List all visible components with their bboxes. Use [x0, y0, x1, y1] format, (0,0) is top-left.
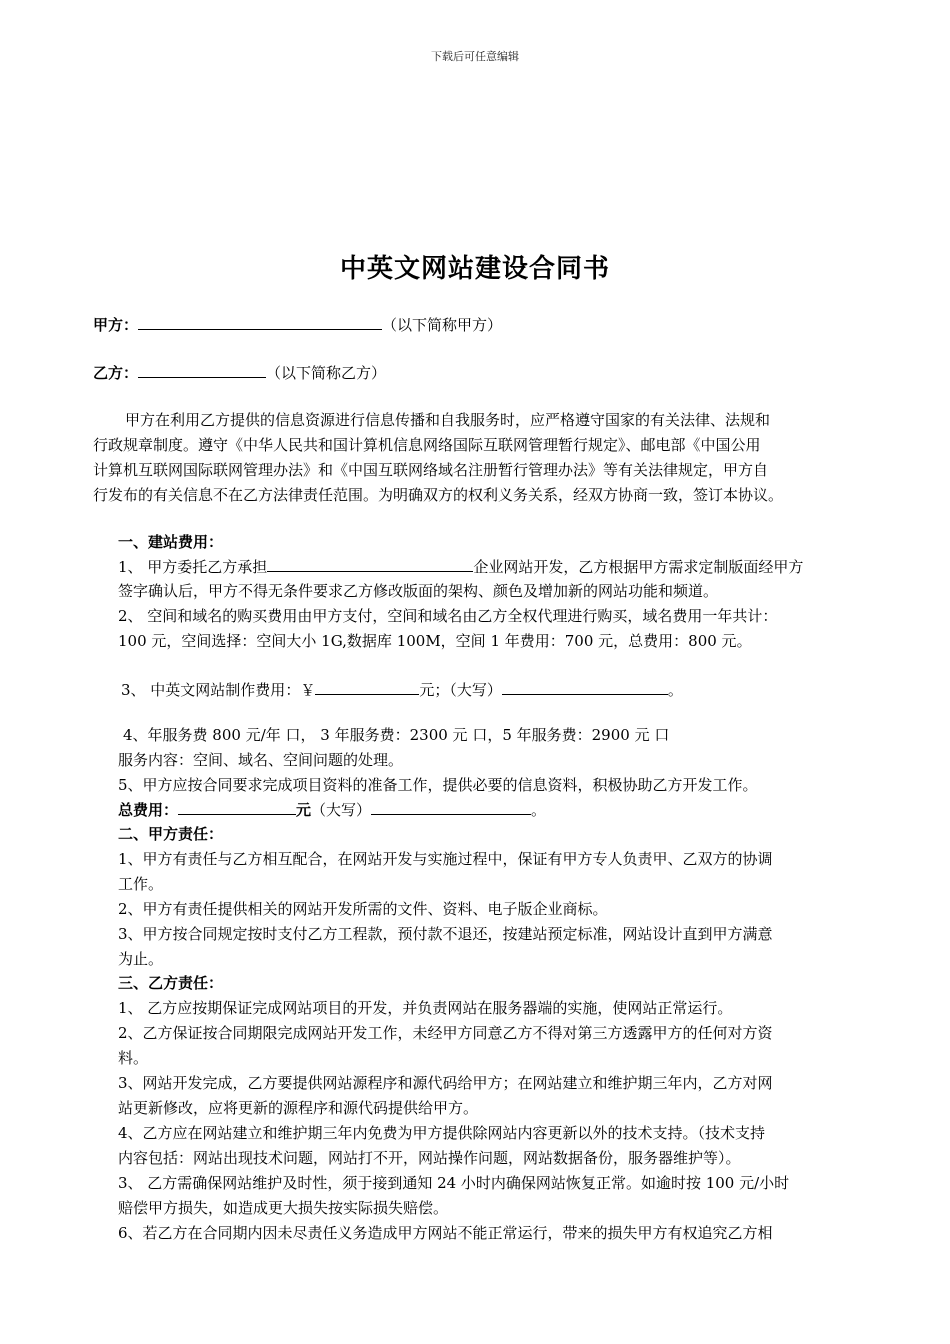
s1-item3-text-c: 。: [667, 681, 683, 699]
s1-item1-line2: 签字确认后，甲方不得无条件要求乙方修改版面的架构、颜色及增加新的网站功能和频道。: [118, 582, 719, 600]
party-b-blank[interactable]: [138, 361, 266, 378]
total-fee-blank[interactable]: [178, 798, 296, 815]
s2-line-4: 3、甲方按合同规定按时支付乙方工程款，预付款不退还，按建站预定标准，网站设计直到甲方满意: [118, 925, 773, 943]
s1-service-line: 服务内容：空间、域名、空间问题的处理。: [118, 751, 404, 769]
party-b-line: [93, 361, 386, 384]
s1-item4-line: 4、年服务费 800 元/年 口， 3 年服务费：2300 元 口，5 年服务费：2900 元 口: [123, 726, 670, 744]
intro-line-3: 计算机互联网国际联网管理办法》和《中国互联网络域名注册暂行管理办法》等有关法律规定，甲方自: [93, 461, 769, 479]
section3-heading: 三、乙方责任：: [118, 974, 224, 992]
s1-item2-line1: 2、 空间和域名的购买费用由甲方支付，空间和域名由乙方全权代理进行购买，域名费用一年共计：: [118, 607, 778, 625]
party-a-label: 甲方：: [93, 316, 139, 334]
total-fee-label: 总费用：: [118, 801, 179, 819]
party-a-line: [93, 313, 502, 336]
s3-line-5: 站更新修改，应将更新的源程序和源代码提供给甲方。: [118, 1099, 479, 1117]
s2-line-5: 为止。: [118, 950, 164, 968]
total-fee-words-label: （大写）: [311, 801, 372, 819]
fee-amount-blank[interactable]: [315, 678, 419, 695]
section2-heading: 二、甲方责任：: [118, 825, 224, 843]
s2-line-3: 2、甲方有责任提供相关的网站开发所需的文件、资料、电子版企业商标。: [118, 900, 608, 918]
section1-heading: 一、建站费用：: [118, 533, 224, 551]
total-fee-line: [118, 798, 546, 821]
s1-item5-line: 5、甲方应按合同要求完成项目资料的准备工作，提供必要的信息资料，积极协助乙方开发工作。: [118, 776, 758, 794]
s1-item1-text-b: 企业网站开发，乙方根据甲方需求定制版面经甲方: [473, 558, 804, 576]
total-fee-unit: 元: [296, 801, 312, 819]
page-header: 下载后可任意编辑: [431, 50, 519, 63]
s2-line-2: 工作。: [118, 875, 164, 893]
party-a-note: （以下简称甲方）: [382, 316, 503, 334]
party-b-label: 乙方：: [93, 364, 139, 382]
document-title: 中英文网站建设合同书: [339, 254, 610, 284]
s3-line-9: 赔偿甲方损失，如造成更大损失按实际损失赔偿。: [118, 1199, 449, 1217]
s3-line-3: 料。: [118, 1049, 149, 1067]
s1-item1-text-a: 1、 甲方委托乙方承担: [118, 558, 268, 576]
party-b-note: （以下简称乙方）: [266, 364, 387, 382]
s1-item3-text-b: 元；（大写）: [419, 681, 502, 699]
s3-line-4: 3、网站开发完成，乙方要提供网站源程序和源代码给甲方；在网站建立和维护期三年内，乙方对网: [118, 1074, 773, 1092]
total-fee-words-blank[interactable]: [371, 798, 531, 815]
s1-item1-line1: [118, 555, 803, 578]
s3-line-1: 1、 乙方应按期保证完成网站项目的开发，并负责网站在服务器端的实施，使网站正常运行。: [118, 999, 733, 1017]
s3-line-10: 6、若乙方在合同期内因未尽责任义务造成甲方网站不能正常运行，带来的损失甲方有权追究乙方相: [118, 1224, 773, 1242]
s2-line-1: 1、甲方有责任与乙方相互配合，在网站开发与实施过程中，保证有甲方专人负责甲、乙双方的协调: [118, 850, 773, 868]
s3-line-8: 3、 乙方需确保网站维护及时性，须于接到通知 24 小时内确保网站恢复正常。如逾时按 100 元/小时: [118, 1174, 790, 1192]
intro-line-4: 行发布的有关信息不在乙方法律责任范围。为明确双方的权利义务关系，经双方协商一致，签订本协议。: [93, 486, 784, 504]
s1-item3-line: [121, 678, 683, 701]
s1-item3-text-a: 3、 中英文网站制作费用：￥: [121, 681, 316, 699]
s3-line-2: 2、乙方保证按合同期限完成网站开发工作，未经甲方同意乙方不得对第三方透露甲方的任何对方资: [118, 1024, 773, 1042]
total-fee-end: 。: [531, 801, 547, 819]
fee-amount-words-blank[interactable]: [502, 678, 668, 695]
intro-line-1: 甲方在利用乙方提供的信息资源进行信息传播和自我服务时，应严格遵守国家的有关法律、法规和: [125, 411, 771, 429]
project-name-blank[interactable]: [267, 555, 473, 572]
s3-line-7: 内容包括：网站出现技术问题，网站打不开，网站操作问题，网站数据备份，服务器维护等）。: [118, 1149, 741, 1167]
party-a-blank[interactable]: [138, 313, 382, 330]
intro-line-2: 行政规章制度。遵守《中华人民共和国计算机信息网络国际互联网管理暂行规定》、邮电部《中国公用: [93, 436, 761, 454]
s3-line-6: 4、乙方应在网站建立和维护期三年内免费为甲方提供除网站内容更新以外的技术支持。（技术支持: [118, 1124, 766, 1142]
s1-item2-line2: 100 元，空间选择：空间大小 1G,数据库 100M，空间 1 年费用：700 元，总费用：800 元。: [118, 632, 752, 650]
